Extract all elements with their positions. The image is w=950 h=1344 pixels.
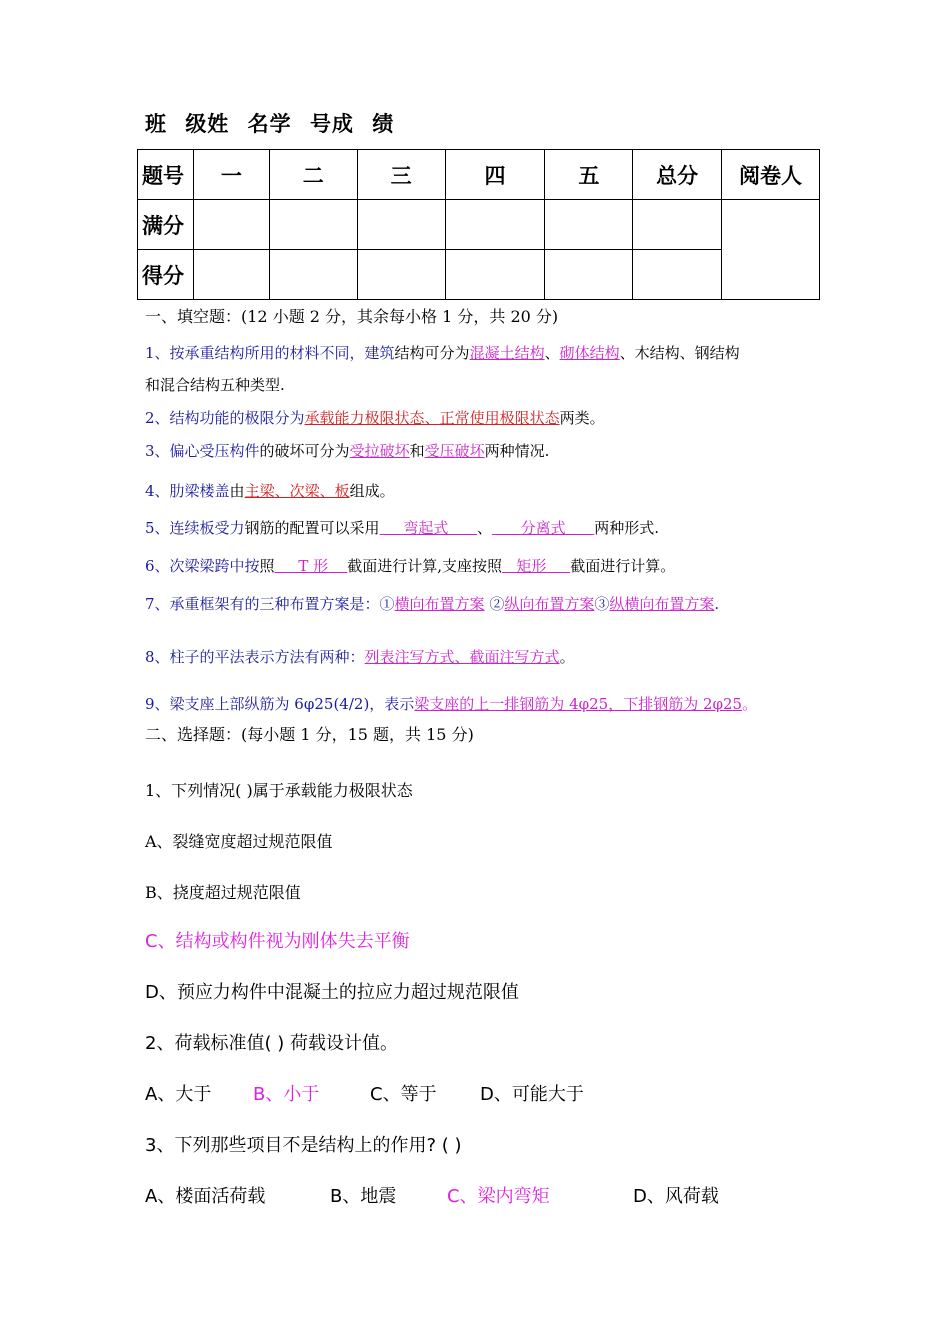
q4-text-c: 组成。	[349, 482, 395, 500]
choice-2-option-c[interactable]: C、等于	[370, 1084, 437, 1105]
choice-question-1-stem: 1、下列情况( )属于承载能力极限状态	[145, 781, 413, 800]
q6-text-d: 截面进行计算。	[570, 557, 676, 575]
q5-text-c: 两种形式.	[594, 519, 660, 537]
score-cell[interactable]	[357, 200, 445, 250]
q1-text-d: 和混合结构五种类型.	[145, 376, 285, 394]
score-cell[interactable]	[193, 200, 269, 250]
fill-question-4	[145, 480, 395, 501]
q6-answer-2: 矩形	[516, 557, 547, 575]
score-cell[interactable]	[445, 200, 545, 250]
table-header-cell: 一	[193, 150, 269, 200]
q7-text-d: .	[714, 595, 720, 613]
q3-text-a: 3、偏心受压构件	[145, 442, 260, 460]
choice-2-option-d[interactable]: D、可能大于	[480, 1084, 584, 1105]
table-header-cell: 题号	[138, 150, 194, 200]
fill-question-9	[145, 693, 757, 714]
fill-question-2	[145, 407, 605, 428]
q6-text-c: 截面进行计算,支座按照	[347, 557, 503, 575]
q5-answer-1: 弯起式	[403, 519, 449, 537]
table-header-cell: 总分	[633, 150, 722, 200]
field-score: 绩	[372, 111, 395, 136]
q4-text-b: 由	[229, 482, 245, 500]
fill-question-8	[145, 646, 575, 667]
q4-answer-3: 板	[334, 482, 350, 500]
q1-text-a: 1、按承重结构所用的材料不同，建筑	[145, 344, 395, 362]
row-label-full-score: 满分	[138, 200, 194, 250]
q7-answer-1: 横向布置方案	[394, 595, 485, 613]
q3-text-b: 的破坏可分为	[259, 442, 350, 460]
q4-answer-2: 次梁	[289, 482, 320, 500]
q2-sep: 、	[424, 409, 440, 427]
choice-2-option-a[interactable]: A、大于	[145, 1084, 212, 1105]
score-cell[interactable]	[269, 200, 357, 250]
score-cell[interactable]	[193, 250, 269, 300]
q9-text-a: 9、梁支座上部纵筋为 6φ25(4/2)，表示	[145, 695, 415, 713]
table-header-cell: 五	[545, 150, 633, 200]
q8-text-a: 8、柱子的平法表示方法有两种：	[145, 648, 365, 666]
table-header-cell: 三	[357, 150, 445, 200]
choice-question-3-stem: 3、下列那些项目不是结构上的作用? ( )	[145, 1135, 462, 1156]
q6-text-b: 照	[259, 557, 275, 575]
section1-title: 一、填空题：(12 小题 2 分，其余每小格 1 分，共 20 分)	[145, 307, 559, 326]
q1-sep: 、	[544, 344, 560, 362]
choice-3-option-c[interactable]: C、梁内弯矩	[447, 1186, 550, 1207]
q8-text-b: 。	[559, 648, 575, 666]
fill-question-5	[145, 517, 659, 538]
q1-answer-1: 混凝土结构	[469, 344, 545, 362]
section2-title: 二、选择题：(每小题 1 分，15 题，共 15 分)	[145, 725, 474, 744]
fill-question-6	[145, 555, 675, 576]
score-cell[interactable]	[545, 200, 633, 250]
table-header-cell: 二	[269, 150, 357, 200]
q6-text-a: 6、次梁梁跨中按	[145, 557, 260, 575]
field-class-name: 级姓	[185, 111, 230, 136]
q3-answer-1: 受拉破坏	[349, 442, 410, 460]
q2-answer-2: 正常使用极限状态	[439, 409, 560, 427]
score-cell[interactable]	[633, 250, 722, 300]
q8-answer: 列表注写方式、截面注写方式	[364, 648, 560, 666]
student-info-line	[145, 108, 404, 138]
choice-3-option-d[interactable]: D、风荷载	[633, 1186, 719, 1207]
choice-question-2-stem: 2、荷载标准值( ) 荷载设计值。	[145, 1033, 398, 1054]
table-header-cell: 四	[445, 150, 545, 200]
table-row	[138, 250, 820, 300]
q7-text-c: ③	[594, 595, 610, 613]
q3-answer-2: 受压破坏	[424, 442, 485, 460]
q4-sep-1: 、	[274, 482, 290, 500]
field-class: 班	[145, 111, 167, 136]
choice-1-option-c[interactable]: C、结构或构件视为刚体失去平衡	[145, 931, 410, 952]
field-id-score: 号成	[309, 111, 354, 136]
q5-answer-2: 分离式	[520, 519, 566, 537]
q9-text-b: 。	[742, 695, 758, 713]
grader-cell[interactable]	[722, 200, 820, 300]
q1-text-c: 、木结构、钢结构	[619, 344, 740, 362]
field-name-id: 名学	[247, 111, 292, 136]
table-row	[138, 150, 820, 200]
row-label-earned-score: 得分	[138, 250, 194, 300]
q5-text-b: 钢筋的配置可以采用	[244, 519, 380, 537]
q9-answer: 梁支座的上一排钢筋为 4φ25，下排钢筋为 2φ25	[414, 695, 743, 713]
q5-text-a: 5、连续板受力	[145, 519, 245, 537]
score-cell[interactable]	[545, 250, 633, 300]
q1-answer-2: 砌体结构	[559, 344, 620, 362]
score-cell[interactable]	[357, 250, 445, 300]
q7-text-a: 7、承重框架有的三种布置方案是：①	[145, 595, 395, 613]
q3-text-c: 两种情况.	[484, 442, 550, 460]
score-cell[interactable]	[445, 250, 545, 300]
q7-answer-2: 纵向布置方案	[504, 595, 595, 613]
fill-question-3	[145, 440, 549, 461]
q7-text-b: ②	[489, 595, 505, 613]
choice-1-option-b[interactable]: B、挠度超过规范限值	[145, 883, 301, 902]
q1-text-b: 结构可分为	[394, 344, 470, 362]
q4-sep-2: 、	[319, 482, 335, 500]
table-header-cell: 阅卷人	[722, 150, 820, 200]
choice-2-option-b[interactable]: B、小于	[253, 1084, 320, 1105]
choice-1-option-d[interactable]: D、预应力构件中混凝土的拉应力超过规范限值	[145, 982, 519, 1003]
fill-question-1	[145, 342, 740, 363]
choice-3-option-b[interactable]: B、地震	[330, 1186, 397, 1207]
q2-answer-1: 承载能力极限状态	[304, 409, 425, 427]
score-cell[interactable]	[633, 200, 722, 250]
score-cell[interactable]	[269, 250, 357, 300]
q3-sep: 和	[409, 442, 425, 460]
table-row	[138, 200, 820, 250]
q2-text-b: 两类。	[559, 409, 605, 427]
choice-3-option-a[interactable]: A、楼面活荷载	[145, 1186, 266, 1207]
q6-answer-1: T 形	[298, 557, 329, 575]
q4-text-a: 4、肋梁楼盖	[145, 482, 230, 500]
choice-1-option-a[interactable]: A、裂缝宽度超过规范限值	[145, 832, 333, 851]
q7-answer-3: 纵横向布置方案	[609, 595, 715, 613]
q5-sep: 、	[477, 519, 493, 537]
fill-question-1-cont	[145, 374, 285, 395]
fill-question-7	[145, 593, 719, 614]
score-table	[137, 149, 820, 300]
q2-text-a: 2、结构功能的极限分为	[145, 409, 305, 427]
q4-answer-1: 主梁	[244, 482, 275, 500]
